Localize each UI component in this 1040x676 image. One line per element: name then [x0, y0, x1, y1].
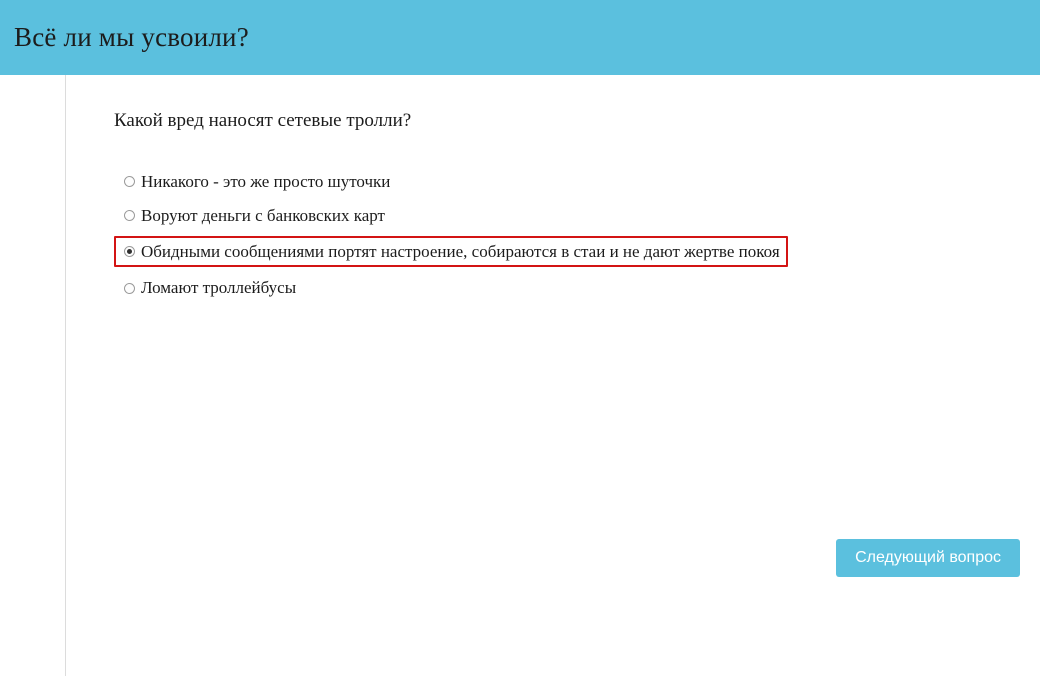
answer-option-2[interactable] [114, 202, 393, 229]
radio-icon[interactable] [124, 210, 135, 221]
radio-icon[interactable] [124, 283, 135, 294]
radio-icon[interactable] [124, 176, 135, 187]
quiz-content [66, 75, 1040, 676]
page-body [0, 75, 1040, 676]
question-text: Какой вред наносят сетевые тролли? [114, 110, 412, 131]
answer-option-4[interactable] [114, 274, 304, 301]
answer-label: Никакого - это же просто шуточки [141, 171, 391, 191]
answer-label: Ломают троллейбусы [141, 278, 297, 298]
next-question-button[interactable]: Следующий вопрос [836, 539, 1020, 577]
left-rail [0, 75, 66, 676]
answer-option-3[interactable] [114, 236, 788, 267]
app-header [0, 0, 1040, 75]
next-button-container [836, 539, 1020, 577]
answer-list [114, 168, 788, 309]
answer-label: Обидными сообщениями портят настроение, собираются в стаи и не дают жертве покоя [141, 242, 780, 262]
page-title: Всё ли мы усвоили? [14, 22, 249, 52]
answer-option-1[interactable] [114, 168, 398, 195]
radio-icon-selected[interactable] [124, 246, 135, 257]
answer-label: Воруют деньги с банковских карт [141, 205, 385, 225]
